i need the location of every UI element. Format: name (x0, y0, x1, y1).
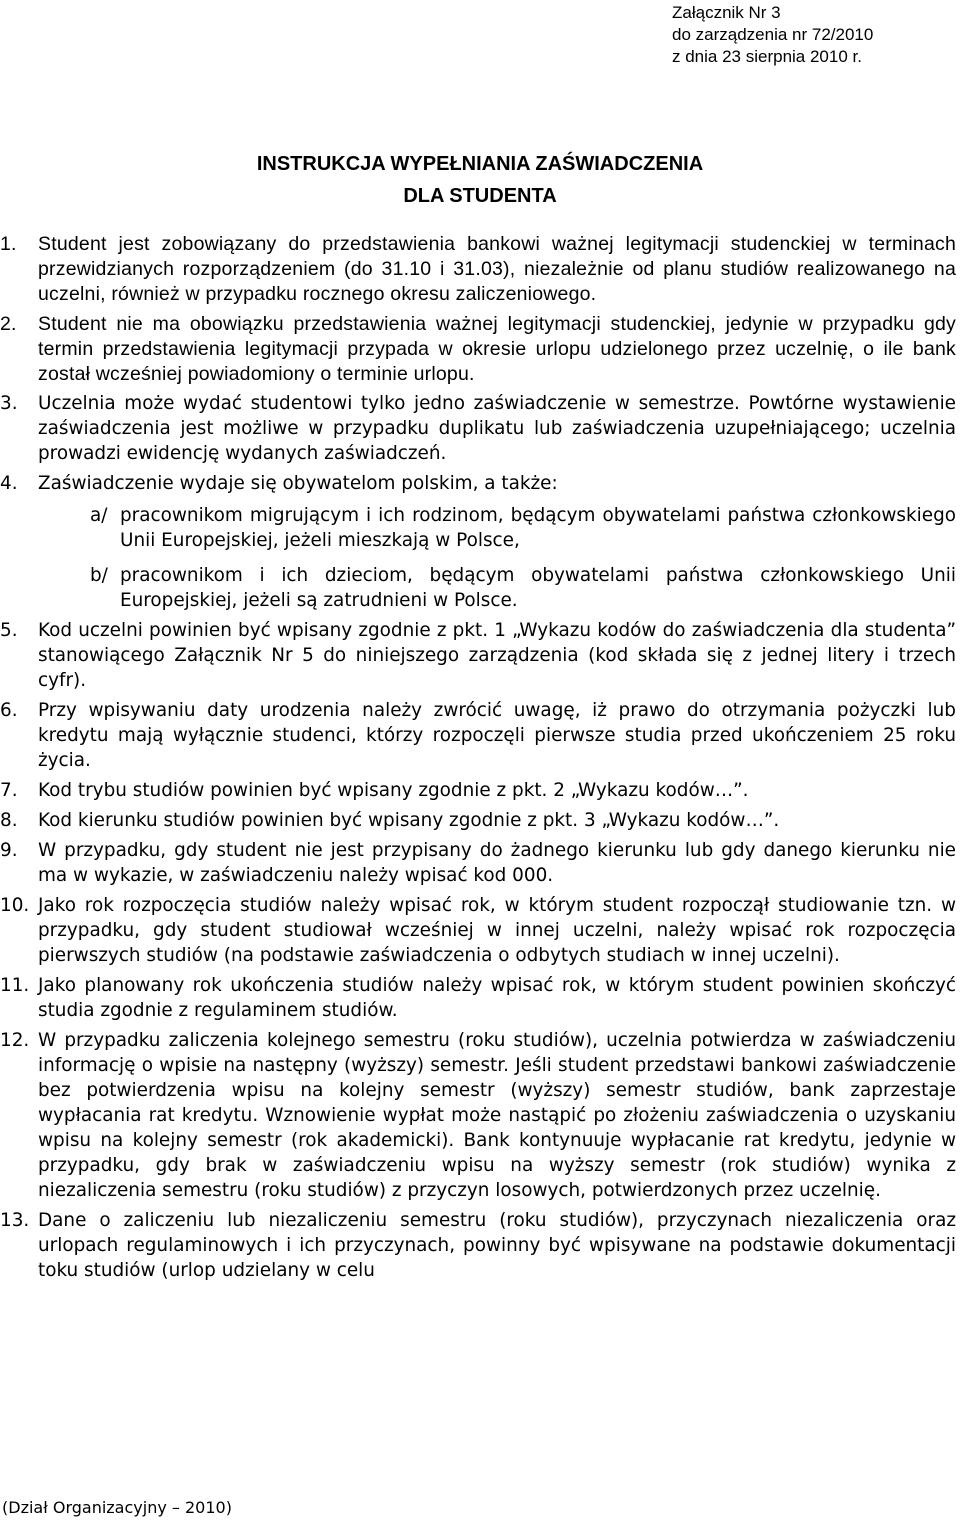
attachment-number: Załącznik Nr 3 (672, 3, 781, 22)
list-item-number: 13. (0, 1210, 30, 1231)
list-item-text: Kod kierunku studiów powinien być wpisany zgodnie z pkt. 3 „Wykazu kodów…”. (38, 810, 780, 831)
list-item-text: Zaświadczenie wydaje się obywatelom polskim, a także: (38, 473, 558, 494)
list-item-number: 12. (0, 1030, 30, 1051)
list-item-2 (0, 312, 960, 387)
list-item-number: 10. (0, 895, 30, 916)
list-item-number: 1. (0, 233, 17, 255)
list-item-text: W przypadku, gdy student nie jest przypisany do żadnego kierunku lub gdy danego kierunku nie ma w wykazie, w zaświadczeniu należy wpisać kod 000. (38, 840, 956, 886)
list-item-number: 8. (0, 810, 18, 831)
list-item-number: 6. (0, 700, 18, 721)
list-item-number: 11. (0, 975, 30, 996)
sub-item-a (0, 503, 960, 553)
ordinance-number: do zarządzenia nr 72/2010 (672, 25, 874, 44)
sub-item-text: pracownikom migrującym i ich rodzinom, będącym obywatelami państwa członkowskiego Unii Europejskiej, jeżeli mieszkają w Polsce, (120, 505, 956, 551)
list-item-13 (0, 1208, 960, 1283)
document-title (0, 148, 960, 212)
document-title-line2: DLA STUDENTA (403, 185, 557, 207)
list-item-7 (0, 778, 960, 803)
list-item-8 (0, 808, 960, 833)
list-item-text: Jako rok rozpoczęcia studiów należy wpisać rok, w którym student rozpoczął studiowanie tzn. w przypadku, gdy student studiował wcześniej w innej uczelni, należy wpisać rok rozpoczęcia pierwszych studiów (na podstawie zaświadczenia o odbytych studiach w innej uczelni). (38, 895, 956, 966)
sub-item-text: pracownikom i ich dzieciom, będącym obywatelami państwa członkowskiego Unii Europejskiej, jeżeli są zatrudnieni w Polsce. (120, 565, 956, 611)
list-item-text: Student jest zobowiązany do przedstawienia bankowi ważnej legitymacji studenckiej w terminach przewidzianych rozporządzeniem (do 31.10 i 31.03), niezależnie od planu studiów realizowanego na uczelni, również w przypadku rocznego okresu zaliczeniowego. (38, 233, 956, 305)
sub-item-number: a/ (90, 505, 108, 526)
list-item-number: 2. (0, 313, 17, 335)
list-item-text: Przy wpisywaniu daty urodzenia należy zwrócić uwagę, iż prawo do otrzymania pożyczki lub kredytu mają wyłącznie studenci, którzy rozpoczęli pierwsze studia przed ukończeniem 25 roku życia. (38, 700, 956, 771)
list-item-11 (0, 973, 960, 1023)
document-title-line1: INSTRUKCJA WYPEŁNIANIA ZAŚWIADCZENIA (256, 153, 704, 175)
list-item-6 (0, 698, 960, 773)
list-item-number: 4. (0, 473, 18, 494)
list-item-number: 7. (0, 780, 18, 801)
instruction-list (0, 232, 960, 1283)
list-item-number: 9. (0, 840, 18, 861)
list-item-text: Kod uczelni powinien być wpisany zgodnie z pkt. 1 „Wykazu kodów do zaświadczenia dla studenta” stanowiącego Załącznik Nr 5 do niniejszego zarządzenia (kod składa się z jednej litery i trzech cyfr). (38, 620, 956, 691)
list-item-text: Jako planowany rok ukończenia studiów należy wpisać rok, w którym student powinien skończyć studia zgodnie z regulaminem studiów. (38, 975, 956, 1021)
list-item-text: Kod trybu studiów powinien być wpisany zgodnie z pkt. 2 „Wykazu kodów…”. (38, 780, 749, 801)
list-item-1 (0, 232, 960, 307)
list-item-text: W przypadku zaliczenia kolejnego semestru (roku studiów), uczelnia potwierdza w zaświadczeniu informację o wpisie na następny (wyższy) semestr. Jeśli student przedstawi bankowi zaświadczenie bez potwierdzenia wpisu na kolejny semestr (wyższy) semestr studiów, bank zaprzestaje wypłacania rat kredytu. Wznowienie wypłat może nastąpić po złożeniu zaświadczenia o uzyskaniu wpisu na kolejny semestr (rok akademicki). Bank kontynuuje wypłacanie rat kredytu, jedynie w przypadku, gdy brak w zaświadczeniu wpisu na wyższy semestr (rok studiów) wynika z niezaliczenia semestru (roku studiów) z przyczyn losowych, potwierdzonych przez uczelnię. (38, 1030, 956, 1201)
ordinance-date: z dnia 23 sierpnia 2010 r. (672, 47, 862, 66)
list-item-10 (0, 893, 960, 968)
list-item-12 (0, 1028, 960, 1203)
list-item-text: Uczelnia może wydać studentowi tylko jedno zaświadczenie w semestrze. Powtórne wystawienie zaświadczenia jest możliwe w przypadku duplikatu lub zaświadczenia uzupełniającego; uczelnia prowadzi ewidencję wydanych zaświadczeń. (38, 393, 956, 464)
list-item-9 (0, 838, 960, 888)
list-item-text: Student nie ma obowiązku przedstawienia ważnej legitymacji studenckiej, jedynie w przypadku gdy termin przedstawienia legitymacji przypada w okresie urlopu udzielonego przez uczelnię, o ile bank został wcześniej powiadomiony o terminie urlopu. (38, 313, 956, 385)
attachment-header (672, 2, 952, 68)
list-item-number: 5. (0, 620, 18, 641)
list-item-5 (0, 618, 960, 693)
list-item-number: 3. (0, 393, 18, 414)
sub-item-b (0, 563, 960, 613)
list-item-4 (0, 471, 960, 496)
footer-note: (Dział Organizacyjny – 2010) (2, 1498, 232, 1517)
sub-item-number: b/ (90, 565, 108, 586)
list-item-text: Dane o zaliczeniu lub niezaliczeniu semestru (roku studiów), przyczynach niezaliczenia oraz urlopach regulaminowych i ich przyczynach, powinny być wpisywane na podstawie dokumentacji toku studiów (urlop udzielany w celu (38, 1210, 956, 1281)
list-item-3 (0, 391, 960, 466)
